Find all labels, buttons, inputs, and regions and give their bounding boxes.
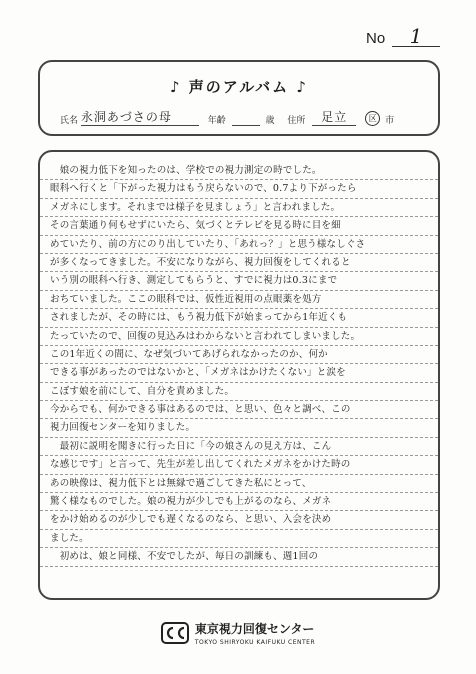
page-number-label: No — [366, 30, 386, 47]
letter-line: あの映像は、視力低下とは無縁で過ごしてきた私にとって、 — [40, 475, 438, 493]
org-name: 東京視力回復センター — [194, 622, 315, 636]
age-label: 年齢 — [207, 116, 226, 126]
letter-line: が多くなってきました。不安になりながら、視力回復をしてくれると — [40, 254, 438, 272]
letter-line: な感じです」と言って、先生が差し出してくれたメガネをかけた時の — [40, 456, 438, 474]
letter-line: たっていたので、回復の見込みはわからないと言われてしまいました。 — [40, 328, 438, 346]
city-label: 市 — [385, 116, 395, 126]
name-value: 永洞あづさの母 — [81, 108, 199, 126]
header-box — [38, 60, 440, 136]
address-label: 住所 — [287, 116, 306, 126]
ward-circled: 区 — [365, 111, 380, 126]
letter-line: 初めは、娘と同様、不安でしたが、毎日の訓練も、週1回の — [40, 548, 438, 566]
footer — [0, 620, 476, 646]
name-label: 氏名 — [60, 116, 79, 126]
letter-line: ました。 — [40, 530, 438, 548]
letter-line: 最初に説明を聞きに行った日に「今の娘さんの見え方は、こん — [40, 438, 438, 456]
letter-line: その言葉通り何もせずにいたら、気づくとテレビを見る時に目を細 — [40, 217, 438, 235]
age-unit: 歳 — [265, 116, 275, 126]
page-number-value: 1 — [392, 24, 440, 47]
address-value: 足立 — [312, 108, 356, 126]
letter-line: 娘の視力低下を知ったのは、学校での視力測定の時でした。 — [40, 162, 438, 180]
letter-line: おちていました。ここの眼科では、仮性近視用の点眼薬を処方 — [40, 291, 438, 309]
letter-line: 今からでも、何かできる事はあるのでは、と思い、色々と調べ、この — [40, 401, 438, 419]
letter-line: をかけ始めるのが少しでも遅くなるのなら、と思い、入会を決め — [40, 511, 438, 529]
age-value — [232, 125, 260, 126]
letter-line: メガネにします。それまでは様子を見ましょう」と言われました。 — [40, 199, 438, 217]
letter-line: いう別の眼科へ行き、測定してもらうと、すでに視力は0.3にまで — [40, 272, 438, 290]
letter-line: できる事があったのではないかと、「メガネはかけたくない」と涙を — [40, 364, 438, 382]
letter-line: 驚く様なものでした。娘の視力が少しでも上がるのなら、メガネ — [40, 493, 438, 511]
letter-line: こぼす娘を前にして、自分を責めました。 — [40, 383, 438, 401]
album-title: ♪ 声のアルバム ♪ — [170, 78, 308, 96]
letter-line: 眼科へ行くと「下がった視力はもう戻らないので、0.7より下がったら — [40, 180, 438, 198]
org-roman: TOKYO SHIRYOKU KAIFUKU CENTER — [194, 639, 316, 646]
letter-line: この1年近くの間に、なぜ気づいてあげられなかったのか、何か — [40, 346, 438, 364]
letter-line: 視力回復センターを知りました。 — [40, 419, 438, 437]
letter-body — [38, 150, 440, 600]
tokyo-shiryoku-kaifuku-center-logo-icon — [161, 622, 189, 644]
respondent-fields — [60, 108, 394, 126]
letter-lines — [40, 162, 438, 567]
letter-line: めていたり、前の方にのり出していたり、「あれっ？」と思う様なしぐさ — [40, 236, 438, 254]
letter-line: されましたが、その時には、もう視力低下が始まってから1年近くも — [40, 309, 438, 327]
